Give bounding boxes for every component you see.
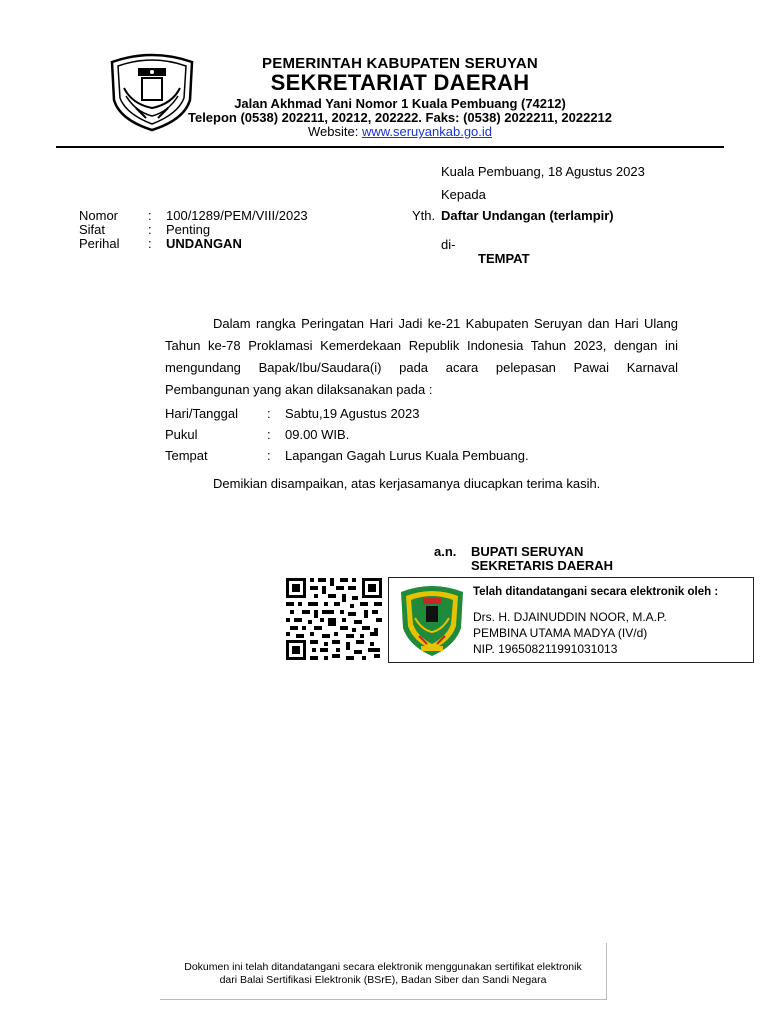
- signature-title-regent: BUPATI SERUYAN: [471, 544, 584, 559]
- detail-label-time: Pukul: [165, 427, 198, 442]
- detail-colon: :: [267, 448, 271, 463]
- meta-colon: :: [148, 222, 152, 237]
- detail-value-place: Lapangan Gagah Lurus Kuala Pembuang.: [285, 448, 529, 463]
- meta-colon: :: [148, 236, 152, 251]
- detail-label-place: Tempat: [165, 448, 208, 463]
- tempat-label: TEMPAT: [478, 251, 530, 266]
- signer-rank: PEMBINA UTAMA MADYA (IV/d): [473, 626, 648, 640]
- recipient: Daftar Undangan (terlampir): [441, 208, 614, 223]
- header-phone-fax: Telepon (0538) 202211, 20212, 202222. Faks: (0538) 2022211, 2022212: [187, 110, 613, 125]
- website-link[interactable]: www.seruyankab.go.id: [361, 124, 493, 139]
- header-government-line: PEMERINTAH KABUPATEN SERUYAN: [262, 55, 538, 72]
- header-office-title: SEKRETARIAT DAERAH: [270, 70, 530, 95]
- detail-colon: :: [267, 406, 271, 421]
- footer-line-1: Dokumen ini telah ditandatangani secara elektronik menggunakan sertifikat elektronik: [184, 961, 582, 973]
- header-website: [180, 124, 620, 139]
- header-divider: [56, 146, 724, 148]
- meta-label-nomor: Nomor: [79, 208, 119, 223]
- di-label: di-: [441, 237, 456, 252]
- meta-label-perihal: Perihal: [79, 236, 120, 251]
- header-address: Jalan Akhmad Yani Nomor 1 Kuala Pembuang (74212): [234, 96, 566, 111]
- meta-value-nomor: 100/1289/PEM/VIII/2023: [166, 208, 308, 223]
- kepada-label: Kepada: [441, 187, 486, 202]
- detail-value-date: Sabtu,19 Agustus 2023: [285, 406, 420, 421]
- closing-sentence: Demikian disampaikan, atas kerjasamanya diucapkan terima kasih.: [213, 476, 601, 491]
- meta-value-sifat: Penting: [166, 222, 211, 237]
- footer-line-2: dari Balai Sertifikasi Elektronik (BSrE), Badan Siber dan Sandi Negara: [219, 974, 547, 986]
- signed-electronically-note: Telah ditandatangani secara elektronik oleh :: [473, 586, 719, 598]
- signer-name: Drs. H. DJAINUDDIN NOOR, M.A.P.: [473, 610, 667, 624]
- signature-an: a.n.: [434, 544, 457, 559]
- meta-colon: :: [148, 208, 152, 223]
- website-label: Website:: [307, 124, 359, 139]
- yth-label: Yth.: [412, 208, 436, 223]
- body-paragraph: Dalam rangka Peringatan Hari Jadi ke-21 Kabupaten Seruyan dan Hari Ulang Tahun ke-78 Proklamasi Kemerdekaan Republik Indonesia Tahun 2023, dengan ini mengundang Bapak/Ibu/Saudara(i) pada acara pelepasan Pawai Karnaval Pembangunan yang akan dilaksanakan pada :: [165, 316, 678, 397]
- detail-label-date: Hari/Tanggal: [165, 406, 238, 421]
- qr-code[interactable]: [284, 576, 384, 662]
- meta-value-perihal: UNDANGAN: [166, 236, 242, 251]
- signature-title-secretary: SEKRETARIS DAERAH: [471, 558, 614, 573]
- detail-value-time: 09.00 WIB.: [285, 427, 350, 442]
- detail-colon: :: [267, 427, 271, 442]
- meta-label-sifat: Sifat: [79, 222, 106, 237]
- regency-emblem-color-logo: [397, 582, 467, 658]
- signer-nip: NIP. 196508211991031013: [473, 642, 618, 656]
- footer-note: [160, 961, 606, 987]
- place-date: Kuala Pembuang, 18 Agustus 2023: [441, 164, 645, 179]
- electronic-signature-box: [388, 577, 754, 663]
